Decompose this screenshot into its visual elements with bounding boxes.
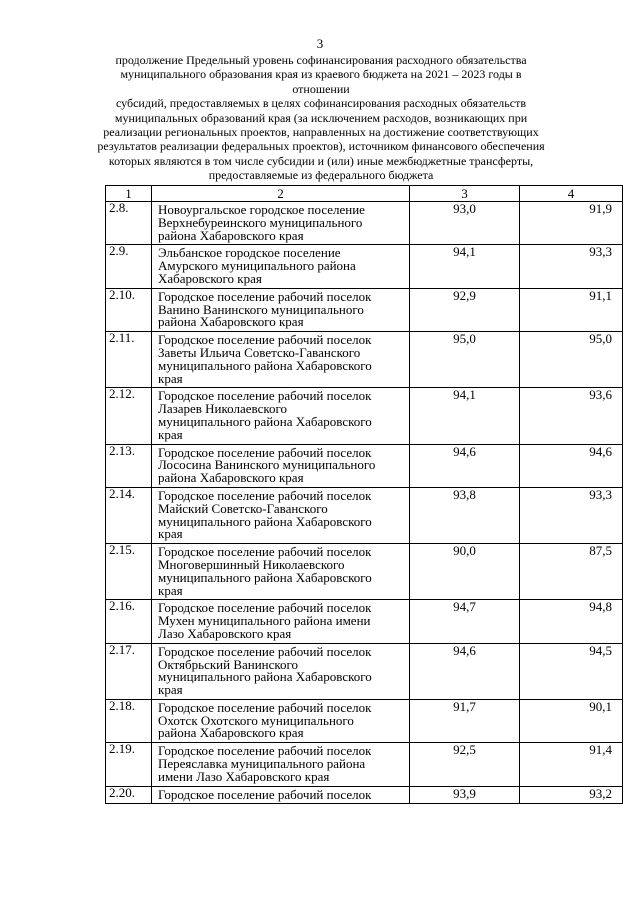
- settlement-name-line: Октябрьский Ванинского: [158, 656, 299, 672]
- value-col-3: 93,0: [410, 202, 520, 245]
- header-col-2: 2: [152, 186, 410, 202]
- table-row: [106, 487, 623, 543]
- value-col-4: 90,1: [520, 699, 623, 742]
- value-col-4: 94,6: [520, 444, 623, 487]
- row-number: 2.20.: [106, 786, 152, 804]
- settlement-name-line: района Хабаровского края: [158, 470, 304, 486]
- settlement-name-line: Заветы Ильича Советско-Гаванского: [158, 344, 361, 360]
- settlement-name: [152, 245, 410, 288]
- header-col-1: 1: [106, 186, 152, 202]
- row-number: 2.17.: [106, 643, 152, 699]
- table-row: [106, 643, 623, 699]
- header-col-4: 4: [520, 186, 623, 202]
- value-col-3: 95,0: [410, 332, 520, 388]
- settlement-name-line: района Хабаровского края: [158, 227, 304, 243]
- settlement-name-line: Лазо Хабаровского края: [158, 625, 292, 641]
- heading-line: муниципального образования края из краевого бюджета на 2021 – 2023 годы в отношении: [120, 67, 522, 96]
- settlement-name-line: муниципального района Хабаровского: [158, 569, 372, 585]
- settlement-name: [152, 332, 410, 388]
- settlement-name-line: района Хабаровского края: [158, 314, 304, 330]
- row-number: 2.16.: [106, 600, 152, 643]
- settlement-name-line: края: [158, 370, 183, 386]
- settlement-name-line: Мухен муниципального района имени: [158, 613, 371, 629]
- value-col-3: 94,1: [410, 245, 520, 288]
- heading-line: реализации региональных проектов, направленных на достижение соответствующих: [103, 125, 539, 140]
- table-row: [106, 245, 623, 288]
- settlement-name: [152, 786, 410, 804]
- table-row: [106, 332, 623, 388]
- page-number: 3: [316, 36, 324, 51]
- settlement-name: [152, 600, 410, 643]
- row-number: 2.11.: [106, 332, 152, 388]
- settlement-name: [152, 288, 410, 331]
- heading-line: результатов реализации федеральных проектов), источником финансового обеспечения: [97, 139, 545, 154]
- value-col-4: 93,6: [520, 388, 623, 444]
- settlement-name-line: Ванино Ванинского муниципального: [158, 301, 364, 317]
- settlement-name: [152, 544, 410, 600]
- header-col-3: 3: [410, 186, 520, 202]
- value-col-3: 93,8: [410, 487, 520, 543]
- settlement-name: [152, 444, 410, 487]
- settlement-name-line: края: [158, 682, 183, 698]
- value-col-3: 90,0: [410, 544, 520, 600]
- settlement-name: [152, 643, 410, 699]
- table-row: [106, 743, 623, 786]
- settlement-name-line: Новоургальское городское поселение: [158, 202, 365, 217]
- table-row: [106, 786, 623, 804]
- heading-line: предоставляемые из федерального бюджета: [208, 168, 434, 183]
- value-col-4: 94,5: [520, 643, 623, 699]
- value-col-4: 94,8: [520, 600, 623, 643]
- settlement-name: [152, 699, 410, 742]
- settlement-name-line: края: [158, 582, 183, 598]
- value-col-3: 94,1: [410, 388, 520, 444]
- value-col-4: 93,3: [520, 487, 623, 543]
- settlement-name-line: Городское поселение рабочий поселок: [158, 544, 372, 560]
- value-col-3: 94,6: [410, 444, 520, 487]
- settlement-name-line: Охотск Охотского муниципального: [158, 712, 354, 728]
- value-col-3: 91,7: [410, 699, 520, 742]
- heading-line: субсидий, предоставляемых в целях софинансирования расходных обязательств: [115, 96, 527, 111]
- settlement-name-line: Городское поселение рабочий поселок: [158, 487, 372, 503]
- settlement-name-line: Верхнебуреинского муниципального: [158, 214, 363, 230]
- value-col-3: 93,9: [410, 786, 520, 804]
- value-col-4: 91,9: [520, 202, 623, 245]
- heading-line: муниципальных образований края (за исключением расходов, возникающих при: [114, 110, 528, 125]
- settlement-name: [152, 487, 410, 543]
- heading-line: которых являются в том числе субсидии и (или) иные межбюджетные трансферты,: [108, 153, 534, 168]
- settlement-name-line: Городское поселение рабочий поселок: [158, 388, 372, 404]
- table-row: [106, 544, 623, 600]
- value-col-3: 94,6: [410, 643, 520, 699]
- settlement-name-line: муниципального района Хабаровского: [158, 669, 372, 685]
- value-col-4: 93,2: [520, 786, 623, 804]
- row-number: 2.18.: [106, 699, 152, 742]
- value-col-3: 92,5: [410, 743, 520, 786]
- row-number: 2.13.: [106, 444, 152, 487]
- table-row: [106, 444, 623, 487]
- settlement-name-line: Городское поселение рабочий поселок: [158, 332, 372, 348]
- table-row: [106, 699, 623, 742]
- settlement-name-line: Амурского муниципального района: [158, 258, 356, 274]
- row-number: 2.14.: [106, 487, 152, 543]
- value-col-4: 91,1: [520, 288, 623, 331]
- settlement-name-line: Городское поселение рабочий поселок: [158, 600, 372, 616]
- table-row: [106, 600, 623, 643]
- settlement-name-line: муниципального района Хабаровского: [158, 357, 372, 373]
- settlement-name-line: края: [158, 526, 183, 542]
- settlement-name-line: Городское поселение рабочий поселок: [158, 743, 372, 759]
- value-col-4: 95,0: [520, 332, 623, 388]
- table-row: [106, 202, 623, 245]
- settlement-name-line: Майский Советско-Гаванского: [158, 500, 328, 516]
- value-col-4: 91,4: [520, 743, 623, 786]
- settlement-name-line: Городское поселение рабочий поселок: [158, 444, 372, 460]
- settlement-name-line: Лазарев Николаевского: [158, 401, 288, 417]
- settlement-name: [152, 202, 410, 245]
- value-col-4: 87,5: [520, 544, 623, 600]
- row-number: 2.19.: [106, 743, 152, 786]
- row-number: 2.10.: [106, 288, 152, 331]
- value-col-3: 94,7: [410, 600, 520, 643]
- settlement-name-line: Лососина Ванинского муниципального: [158, 457, 376, 473]
- settlement-name-line: Хабаровского края: [158, 270, 262, 286]
- row-number: 2.12.: [106, 388, 152, 444]
- value-col-3: 92,9: [410, 288, 520, 331]
- settlement-name-line: Эльбанское городское поселение: [158, 245, 341, 261]
- row-number: 2.9.: [106, 245, 152, 288]
- heading-line: продолжение Предельный уровень софинансирования расходного обязательства: [115, 53, 527, 67]
- table-row: [106, 388, 623, 444]
- settlement-name-line: района Хабаровского края: [158, 725, 304, 741]
- settlement-name-line: Многовершинный Николаевского: [158, 556, 345, 572]
- settlement-name-line: муниципального района Хабаровского: [158, 413, 372, 429]
- settlement-name-line: Переяславка муниципального района: [158, 756, 366, 772]
- settlement-name: [152, 388, 410, 444]
- settlement-name-line: имени Лазо Хабаровского края: [158, 768, 330, 784]
- settlement-name: [152, 743, 410, 786]
- cofinancing-table: [105, 185, 623, 804]
- settlement-name-line: Городское поселение рабочий поселок: [158, 288, 372, 304]
- table-row: [106, 288, 623, 331]
- settlement-name-line: края: [158, 426, 183, 442]
- row-number: 2.8.: [106, 202, 152, 245]
- value-col-4: 93,3: [520, 245, 623, 288]
- table-heading: [96, 53, 546, 183]
- settlement-name-line: Городское поселение рабочий поселок: [158, 643, 372, 659]
- row-number: 2.15.: [106, 544, 152, 600]
- table-header-row: [106, 186, 623, 202]
- settlement-name-line: муниципального района Хабаровского: [158, 513, 372, 529]
- settlement-name-line: Городское поселение рабочий поселок: [158, 699, 372, 715]
- settlement-name-line: Городское поселение рабочий поселок: [158, 786, 372, 802]
